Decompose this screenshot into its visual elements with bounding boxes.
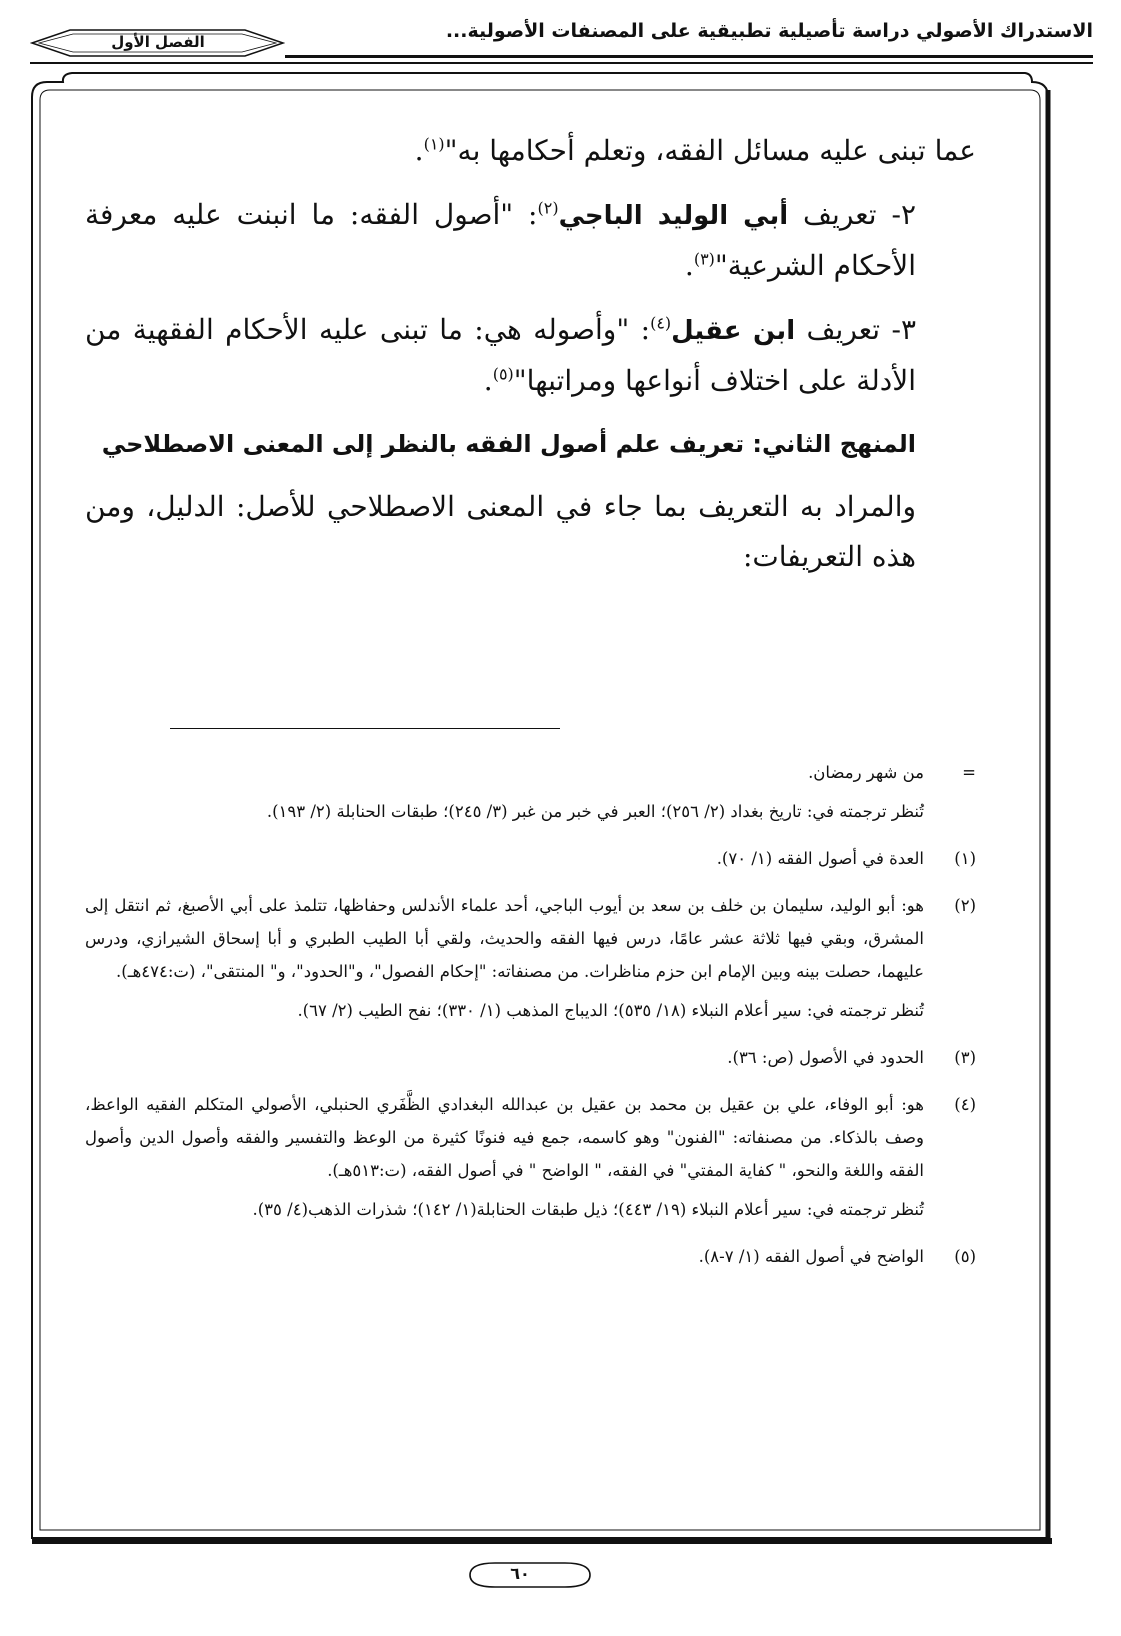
footnote-3-text: الحدود في الأصول (ص: ٣٦). xyxy=(727,1048,924,1067)
footnote-separator xyxy=(170,728,560,729)
footnote-5-number: (٥) xyxy=(954,1247,976,1266)
p2-end: . xyxy=(684,249,694,282)
section-heading: المنهج الثاني: تعريف علم أصول الفقه بالنظر إلى المعنى الاصطلاحي xyxy=(101,430,916,458)
footnote-continuation xyxy=(85,756,976,828)
continuation-source: تُنظر ترجمته في: تاريخ بغداد (٢/ ٢٥٦)؛ العبر في خبر من غبر (٣/ ٢٤٥)؛ طبقات الحنابلة (٢/ ١٩٣). xyxy=(266,802,924,821)
p2-text: : "أصول الفقه: ما انبنت عليه معرفة الأحكام الشرعية" xyxy=(85,198,916,282)
footnote-2-body xyxy=(85,889,924,1027)
p3-name: ابن عقيل xyxy=(671,316,796,346)
footnote-2 xyxy=(85,889,976,1027)
page-number: ٦٠ xyxy=(510,1564,530,1583)
main-text xyxy=(85,126,976,596)
paragraph-4 xyxy=(85,482,976,582)
paragraph-1 xyxy=(85,126,976,176)
continuation-mark: = xyxy=(962,763,976,782)
continuation-body xyxy=(85,756,924,828)
p3-prefix: ٣- تعريف xyxy=(795,313,916,346)
chapter-label: الفصل الأول xyxy=(111,33,205,51)
footnotes xyxy=(85,756,976,1287)
p1-text: عما تبنى عليه مسائل الفقه، وتعلم أحكامها به" xyxy=(444,134,976,167)
paragraph-3 xyxy=(85,305,976,406)
footnote-4-text: هو: أبو الوفاء، علي بن عقيل بن محمد بن عقيل بن عبدالله البغدادي الظَّفَري الحنبلي، الأصولي المتكلم الفقيه الواعظ، وصف بالذكاء. من مصنفاته: "الفنون" وهو كاسمه، جمع فيه فنونًا كثيرة من الوعظ والتفسير والفقه وأصول الدين وأصول الفقه واللغة والنحو، " كفاية المفتي" في الفقه، " الواضح " في أصول الفقه، (ت:٥١٣هـ). xyxy=(85,1095,924,1180)
footnote-4-number: (٤) xyxy=(954,1095,976,1114)
paragraph-2 xyxy=(85,190,976,291)
p2-prefix: ٢- تعريف xyxy=(788,198,916,231)
footnote-1 xyxy=(85,842,976,875)
book-title: الاستدراك الأصولي دراسة تأصيلية تطبيقية على المصنفات الأصولية... xyxy=(445,20,1093,42)
footnote-ref-3: (٣) xyxy=(693,249,715,269)
footnote-4-body xyxy=(85,1088,924,1226)
footnote-2-number: (٢) xyxy=(954,896,976,915)
footnote-2-text: هو: أبو الوليد، سليمان بن خلف بن سعد بن أيوب الباجي، أحد علماء الأندلس وحفاظها، تتلمذ على أبي الأصبغ، ثم انتقل إلى المشرق، وبقي فيها ثلاثة عشر عامًا، درس فيها الفقه والحديث، ولقي أبا الطيب الطبري و أبا إسحاق الشيرازي، ودرس عليهما، حصلت بينه وبين الإمام ابن حزم مناظرات. من مصنفاته: "إحكام الفصول"، و"الحدود"، و" المنتقى"، (ت:٤٧٤هـ). xyxy=(85,896,924,981)
footnote-1-number: (١) xyxy=(954,849,976,868)
p3-end: . xyxy=(483,364,493,397)
continuation-text: من شهر رمضان. xyxy=(808,763,924,782)
footnote-3 xyxy=(85,1041,976,1074)
footnote-5 xyxy=(85,1240,976,1273)
footnote-ref-4: (٤) xyxy=(650,313,672,333)
footnote-4 xyxy=(85,1088,976,1226)
footnote-ref-5: (٥) xyxy=(492,364,514,384)
footnote-1-text: العدة في أصول الفقه (١/ ٧٠). xyxy=(716,849,924,868)
p2-name: أبي الوليد الباجي xyxy=(558,201,789,231)
footnote-ref-1: (١) xyxy=(423,134,445,154)
footnote-5-text: الواضح في أصول الفقه (١/ ٧-٨). xyxy=(698,1247,924,1266)
footnote-3-number: (٣) xyxy=(954,1048,976,1067)
footnote-4-source: تُنظر ترجمته في: سير أعلام النبلاء (١٩/ ٤٤٣)؛ ذيل طبقات الحنابلة(١/ ١٤٢)؛ شذرات الذهب(٤/ ٣٥). xyxy=(252,1200,924,1219)
footnote-ref-2: (٢) xyxy=(537,198,559,218)
p1-end: . xyxy=(414,134,424,167)
p3-text: : "وأصوله هي: ما تبنى عليه الأحكام الفقهية من الأدلة على اختلاف أنواعها ومراتبها" xyxy=(85,313,916,397)
footnote-2-source: تُنظر ترجمته في: سير أعلام النبلاء (١٨/ ٥٣٥)؛ الديباج المذهب (١/ ٣٣٠)؛ نفح الطيب (٢/ ٦٧). xyxy=(297,1001,924,1020)
p4-text: والمراد به التعريف بما جاء في المعنى الاصطلاحي للأصل: الدليل، ومن هذه التعريفات: xyxy=(85,490,916,573)
